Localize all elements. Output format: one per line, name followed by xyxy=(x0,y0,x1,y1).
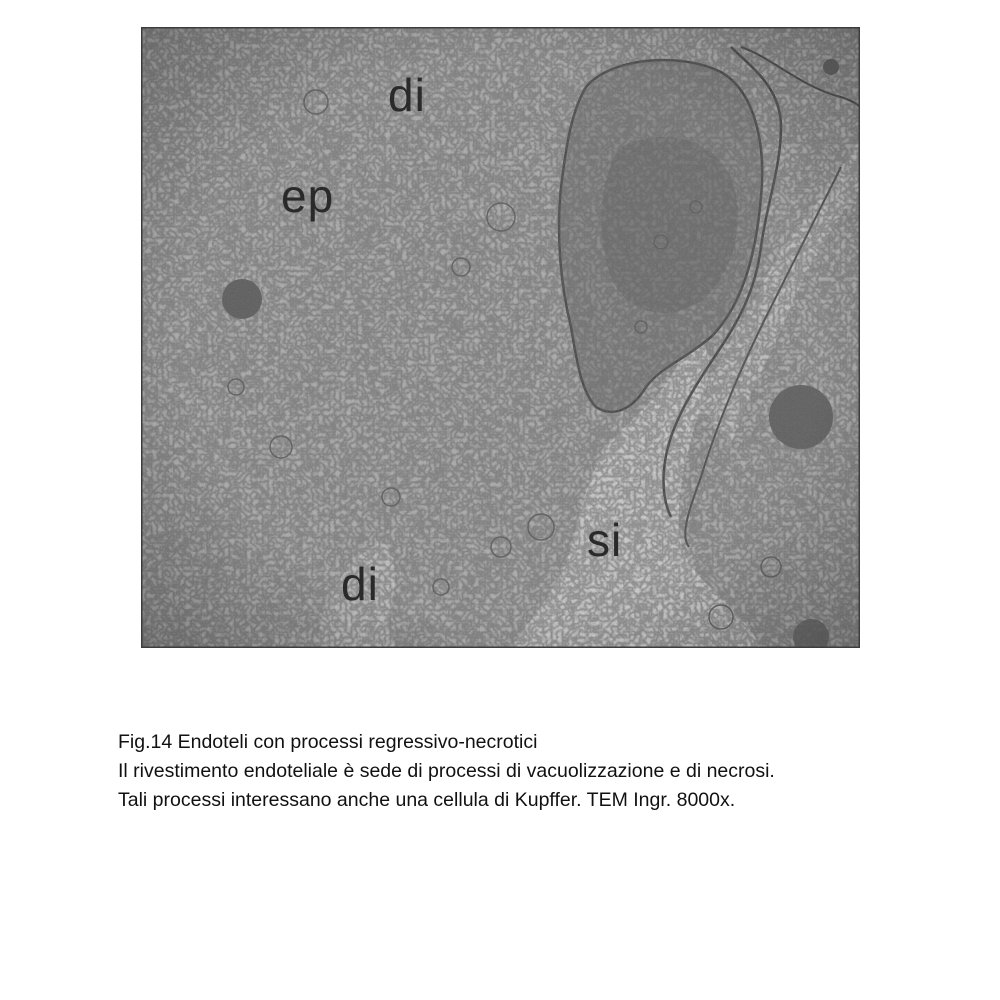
caption-line-1: Il rivestimento endoteliale è sede di processi di vacuolizzazione e di necrosi. xyxy=(118,760,775,782)
label-ep: ep xyxy=(281,170,335,222)
label-di-top: di xyxy=(388,69,426,121)
micrograph-image xyxy=(141,27,860,648)
caption-line-2: Tali processi interessano anche una cellula di Kupffer. TEM Ingr. 8000x. xyxy=(118,789,736,811)
tem-micrograph xyxy=(141,27,860,648)
label-di-bottom: di xyxy=(341,558,379,610)
label-si: si xyxy=(587,514,623,566)
figure-caption xyxy=(118,728,938,815)
caption-title: Fig.14 Endoteli con processi regressivo-necrotici xyxy=(118,731,538,753)
